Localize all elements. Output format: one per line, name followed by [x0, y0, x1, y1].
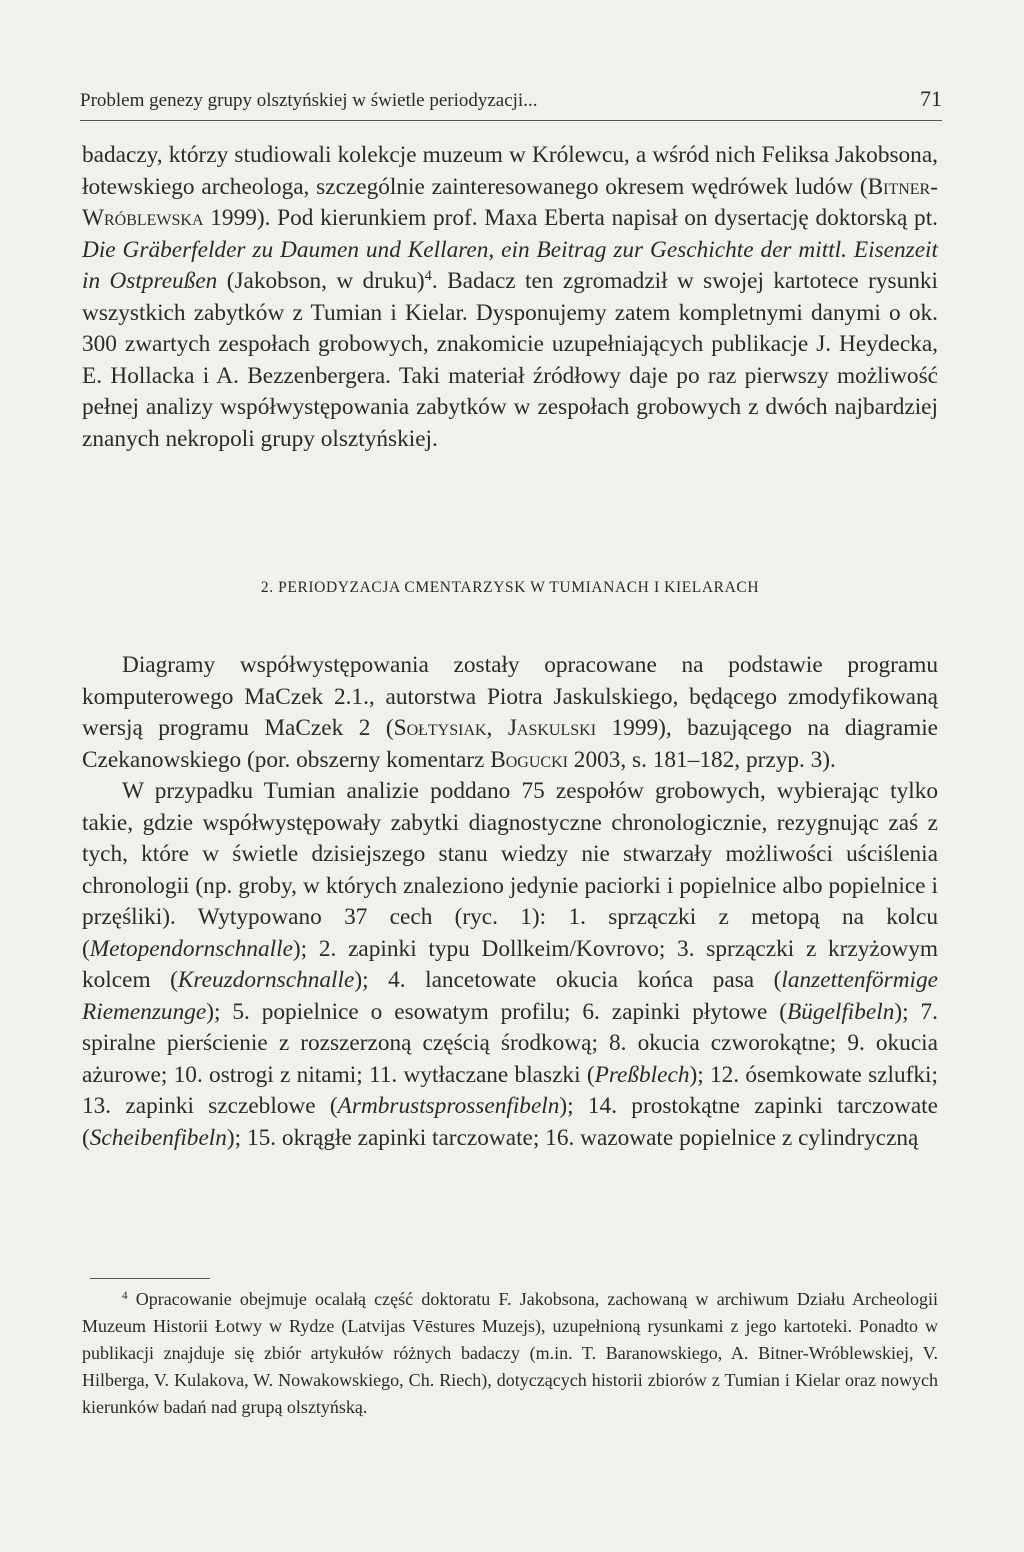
- running-header: [80, 88, 942, 112]
- footnote: [82, 1286, 938, 1421]
- footnote-separator: [90, 1278, 210, 1279]
- footnote-reference[interactable]: 4: [424, 268, 432, 285]
- body-text-main: [82, 650, 938, 1154]
- running-title: Problem genezy grupy olsztyńskiej w świetle periodyzacji...: [80, 90, 538, 111]
- citation-author: Bogucki: [490, 746, 568, 773]
- citation-author: Sołtysiak, Jaskulski: [393, 715, 597, 741]
- paragraph-2: Diagramy współwystępowania zostały opracowane na podstawie programu komputerowego MaCzek 2.1., autorstwa Piotra Jaskulskiego, będącego zmodyfikowaną wersją programu MaCzek 2 (Sołtysiak, Jaskulski 1999), bazującego na diagramie Czekanowskiego (por. obszerny komentarz Bogucki 2003, s. 181–182, przyp. 3).: [82, 652, 939, 773]
- header-rule: [80, 120, 942, 121]
- page-number: 71: [920, 86, 942, 111]
- footnote-text: Opracowanie obejmuje ocalałą część doktoratu F. Jakobsona, zachowaną w archiwum Działu Archeologii Muzeum Historii Łotwy w Rydze (Latvijas Vēstures Muzejs), uzupełnioną rysunkami z jego kartoteki. Ponadto w publikacji znajduje się zbiór artykułów różnych badaczy (m.in. T. Baranowskiego, A. Bitner-Wróblewskiej, V. Hilberga, V. Kulakova, W. Nowakowskiego, Ch. Riech), dotyczących historii zbiorów z Tumian i Kielar oraz nowych kierunków badań nad grupą olsztyńską.: [82, 1289, 938, 1417]
- paragraph-1: badaczy, którzy studiowali kolekcje muzeum w Królewcu, a wśród nich Feliksa Jakobsona, łotewskiego archeologa, szczególnie zainteresowanego okresem wędrówek ludów (Bitner-Wróblewska 1999). Pod kierunkiem prof. Maxa Eberta napisał on dysertację doktorską pt. Die Gräberfelder zu Daumen und Kellaren, ein Beitrag zur Geschichte der mittl. Eisenzeit in Ostpreußen (Jakobson, w druku)$^4$. Badacz ten zgromadził w swojej kartotece rysunki wszystkich zabytków z Tumian i Kielar. Dysponujemy zatem kompletnymi danymi o ok. 300 zwartych zespołach grobowych, znakomicie uzupełniających publikacje J. Heydecka, E. Hollacka i A. Bezzenbergera. Taki materiał źródłowy daje po raz pierwszy możliwość pełnej analizy współwystępowania zabytków w zespołach grobowych z dwóch najbardziej znanych nekropoli grupy olsztyńskiej.: [82, 142, 938, 452]
- footnote-marker: 4: [122, 1289, 128, 1302]
- body-text-top: [82, 140, 938, 455]
- dissertation-title: Die Gräberfelder zu Daumen und Kellaren, ein Beitrag zur Geschichte der mittl. Eisenzeit in Ostpreußen: [82, 236, 938, 294]
- citation-author: Bitner-Wróblewska: [82, 173, 938, 231]
- paragraph-3: W przypadku Tumian analizie poddano 75 zespołów grobowych, wybierając tylko takie, gdzie współwystępowały zabytki diagnostyczne chronologicznie, rezygnując zaś z tych, które w świetle dzisiejszego stanu wiedzy nie stwarzały możliwości uściślenia chronologii (np. groby, w których znaleziono jedynie paciorki i popielnice albo popielnice i przęśliki). Wytypowano 37 cech (ryc. 1): 1. sprzączki z metopą na kolcu (Metopendornschnalle); 2. zapinki typu Dollkeim/Kovrovo; 3. sprzączki z krzyżowym kolcem (Kreuzdornschnalle); 4. lancetowate okucia końca pasa (lanzettenförmige Riemenzunge); 5. popielnice o esowatym profilu; 6. zapinki płytowe (Bügelfibeln); 7. spiralne pierścienie z rozszerzoną częścią środkową; 8. okucia czworokątne; 9. okucia ażurowe; 10. ostrogi z nitami; 11. wytłaczane blaszki (Preßblech); 12. ósemkowate szlufki; 13. zapinki szczeblowe (Armbrustsprossenfibeln); 14. prostokątne zapinki tarczowate (Scheibenfibeln); 15. okrągłe zapinki tarczowate; 16. wazowate popielnice z cylindryczną: [82, 778, 939, 1151]
- section-heading: 2. PERIODYZACJA CMENTARZYSK W TUMIANACH I KIELARACH: [260, 579, 760, 596]
